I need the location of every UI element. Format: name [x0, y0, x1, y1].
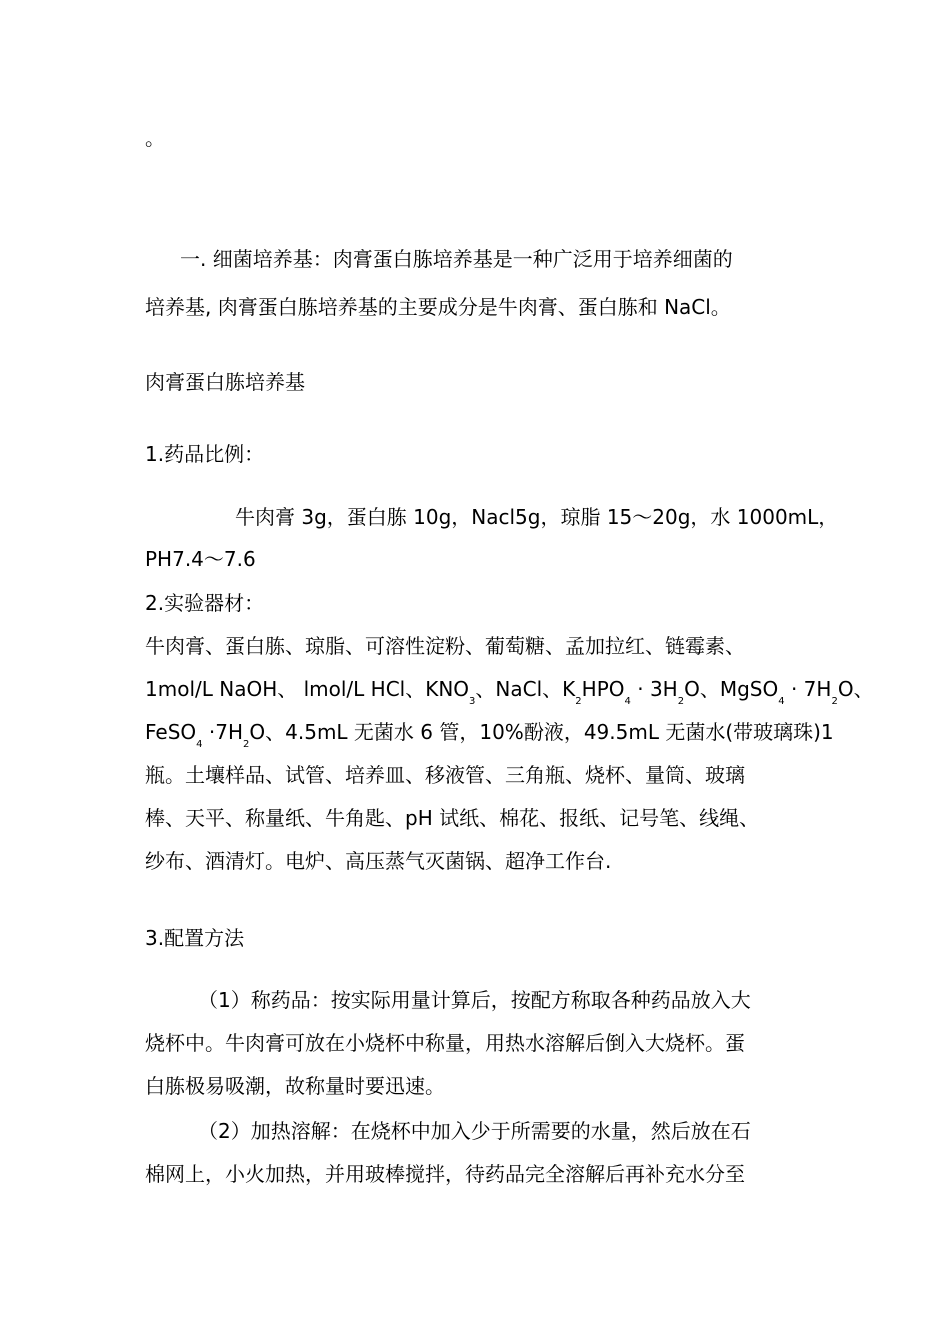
subscript: 3	[469, 696, 476, 707]
step1-line-3: 白胨极易吸潮，故称量时要迅速。	[145, 1074, 445, 1098]
formula-text: HPO	[581, 677, 625, 701]
subscript: 2	[677, 696, 685, 707]
formula-text: 1mol/L NaOH、 lmol/L HCl、KNO	[145, 677, 470, 701]
formula-text: O、4.5mL 无菌水 6 管，10%酚液，49.5mL 无菌水(带玻璃珠)1	[249, 720, 834, 744]
ratio-heading: 1.药品比例：	[145, 442, 265, 466]
formula-text: · 7H	[784, 677, 832, 701]
ratio-line-1: 牛肉膏 3g，蛋白胨 10g，Nacl5g，琼脂 15～20g，水 1000mL，	[235, 505, 839, 529]
section-title: 肉膏蛋白胨培养基	[145, 370, 305, 394]
formula-text: O、MgSO	[684, 677, 779, 701]
equipment-heading: 2.实验器材：	[145, 591, 265, 615]
subscript: 4	[624, 696, 631, 707]
ratio-line-2: PH7.4～7.6	[145, 547, 256, 571]
equipment-line-4: 瓶。土壤样品、试管、培养皿、移液管、三角瓶、烧杯、量筒、玻璃	[145, 763, 745, 787]
formula-text: O、	[837, 677, 874, 701]
formula-text: FeSO	[145, 720, 197, 744]
step1-line-2: 烧杯中。牛肉膏可放在小烧杯中称量，用热水溶解后倒入大烧杯。蛋	[145, 1031, 745, 1055]
subscript: 2	[243, 739, 250, 750]
subscript: 4	[196, 739, 203, 750]
subscript: 2	[575, 696, 582, 707]
method-heading: 3.配置方法	[145, 926, 245, 950]
intro-line-1: 一. 细菌培养基：肉膏蛋白胨培养基是一种广泛用于培养细菌的	[180, 247, 733, 271]
equipment-line-5: 棒、天平、称量纸、牛角匙、pH 试纸、棉花、报纸、记号笔、线绳、	[145, 806, 760, 830]
equipment-line-2	[145, 677, 874, 707]
subscript: 2	[831, 696, 838, 707]
formula-text: · 3H	[630, 677, 678, 701]
intro-line-2: 培养基, 肉膏蛋白胨培养基的主要成分是牛肉膏、蛋白胨和 NaCl。	[145, 295, 731, 319]
subscript: 4	[778, 696, 785, 707]
equipment-line-1: 牛肉膏、蛋白胨、琼脂、可溶性淀粉、葡萄糖、孟加拉红、链霉素、	[145, 634, 745, 658]
equipment-line-6: 纱布、酒清灯。电炉、高压蒸气灭菌锅、超净工作台.	[145, 849, 612, 873]
step2-line-2: 棉网上，小火加热，并用玻棒搅拌，待药品完全溶解后再补充水分至	[145, 1162, 745, 1186]
top-punctuation: 。	[145, 126, 165, 150]
formula-text: 、NaCl、K	[475, 677, 576, 701]
formula-text: ·7H	[202, 720, 244, 744]
equipment-line-3	[145, 720, 834, 750]
step2-line-1: （2）加热溶解：在烧杯中加入少于所需要的水量，然后放在石	[198, 1119, 751, 1143]
step1-line-1: （1）称药品：按实际用量计算后，按配方称取各种药品放入大	[198, 988, 751, 1012]
